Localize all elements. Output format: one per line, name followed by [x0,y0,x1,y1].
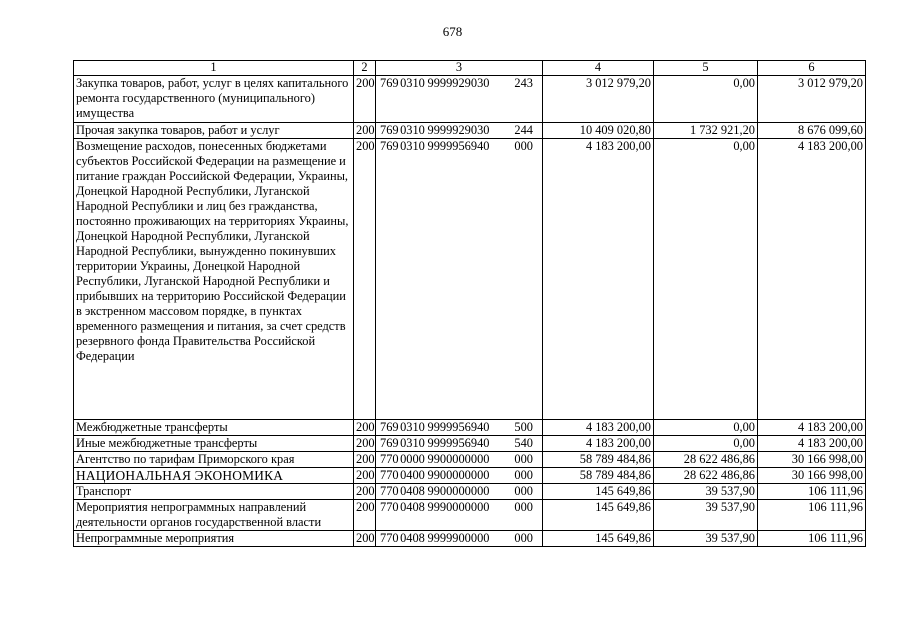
code-ministry: 769 [380,420,399,434]
code-section: 0310 [400,420,425,434]
code-type: 540 [514,436,533,450]
row-col-2: 200 [354,123,376,139]
row-value-6: 8 676 099,60 [758,123,866,139]
table-row [74,139,866,420]
table-row [74,484,866,500]
row-value-4: 58 789 484,86 [543,452,654,468]
row-value-6: 4 183 200,00 [758,139,866,420]
header-row [74,61,866,76]
header-col-4: 4 [543,61,654,76]
code-type: 243 [514,76,533,90]
row-value-5: 0,00 [654,76,758,123]
row-col-2: 200 [354,468,376,484]
code-target: 9999956940 [427,139,490,153]
row-col-2: 200 [354,531,376,547]
table-row [74,531,866,547]
row-name: Прочая закупка товаров, работ и услуг [74,123,354,139]
row-value-4: 10 409 020,80 [543,123,654,139]
row-value-4: 58 789 484,86 [543,468,654,484]
row-codes [376,420,543,436]
row-value-5: 1 732 921,20 [654,123,758,139]
row-value-6: 4 183 200,00 [758,420,866,436]
row-col-2: 200 [354,139,376,420]
code-section: 0310 [400,139,425,153]
code-type: 244 [514,123,533,137]
code-target: 9999929030 [427,76,490,90]
code-section: 0310 [400,436,425,450]
code-ministry: 769 [380,436,399,450]
code-target: 9900000000 [427,468,490,482]
header-col-5: 5 [654,61,758,76]
table-row [74,123,866,139]
page-number: 678 [442,24,463,39]
row-col-2: 200 [354,484,376,500]
header-col-2: 2 [354,61,376,76]
row-col-2: 200 [354,420,376,436]
code-section: 0000 [400,452,425,466]
row-name: Непрограммные мероприятия [74,531,354,547]
row-value-6: 30 166 998,00 [758,468,866,484]
row-value-5: 0,00 [654,420,758,436]
row-name: Транспорт [74,484,354,500]
code-type: 500 [514,420,533,434]
code-target: 9990000000 [427,500,490,514]
code-ministry: 770 [380,500,399,514]
row-value-5: 28 622 486,86 [654,452,758,468]
code-ministry: 769 [380,139,399,153]
row-value-4: 145 649,86 [543,500,654,531]
row-name: Иные межбюджетные трансферты [74,436,354,452]
row-col-2: 200 [354,76,376,123]
header-col-6: 6 [758,61,866,76]
row-codes [376,531,543,547]
row-value-5: 39 537,90 [654,484,758,500]
row-col-2: 200 [354,436,376,452]
row-value-6: 106 111,96 [758,484,866,500]
row-codes [376,452,543,468]
code-section: 0408 [400,500,425,514]
code-ministry: 769 [380,123,399,137]
row-name: Межбюджетные трансферты [74,420,354,436]
row-value-6: 106 111,96 [758,500,866,531]
row-name: Возмещение расходов, понесенных бюджетами субъектов Российской Федерации на размещение и питание граждан Российской Федерации, Украины, Донецкой Народной Республики, Луганской Народной Республики и лиц без гражданства, постоянно проживающих на территориях Украины, Донецкой Народной Республики, Луганской Народной Республики, вынужденно покинувших территории Украины, Донецкой Народной Республики, Луганской Народной Республики и прибывших на территорию Российской Федерации в экстренном массовом порядке, в пунктах временного размещения и питания, за счет средств резервного фонда Правительства Российской Федерации [74,139,354,420]
code-section: 0408 [400,531,425,545]
row-codes [376,76,543,123]
code-section: 0310 [400,123,425,137]
row-col-2: 200 [354,500,376,531]
row-value-4: 4 183 200,00 [543,436,654,452]
table-row [74,76,866,123]
row-value-6: 4 183 200,00 [758,436,866,452]
row-codes [376,468,543,484]
row-value-5: 39 537,90 [654,500,758,531]
code-section: 0400 [400,468,425,482]
table-row [74,452,866,468]
row-codes [376,484,543,500]
row-value-6: 106 111,96 [758,531,866,547]
row-name: Закупка товаров, работ, услуг в целях капитального ремонта государственного (муниципального) имущества [74,76,354,123]
table-row [74,420,866,436]
code-target: 9999956940 [427,436,490,450]
header-col-1: 1 [74,61,354,76]
row-value-4: 3 012 979,20 [543,76,654,123]
code-ministry: 770 [380,452,399,466]
row-col-2: 200 [354,452,376,468]
code-section: 0408 [400,484,425,498]
row-codes [376,123,543,139]
row-codes [376,436,543,452]
row-value-5: 28 622 486,86 [654,468,758,484]
code-ministry: 770 [380,468,399,482]
row-value-5: 39 537,90 [654,531,758,547]
table-row [74,468,866,484]
code-target: 9999956940 [427,420,490,434]
code-ministry: 769 [380,76,399,90]
row-value-6: 30 166 998,00 [758,452,866,468]
code-target: 9900000000 [427,452,490,466]
code-ministry: 770 [380,484,399,498]
row-value-5: 0,00 [654,436,758,452]
row-value-4: 145 649,86 [543,484,654,500]
row-codes [376,139,543,420]
code-target: 9999929030 [427,123,490,137]
row-codes [376,500,543,531]
table-row [74,436,866,452]
table-row [74,500,866,531]
code-type: 000 [514,531,533,545]
row-value-4: 4 183 200,00 [543,139,654,420]
code-type: 000 [514,484,533,498]
code-ministry: 770 [380,531,399,545]
code-type: 000 [514,139,533,153]
row-name: Мероприятия непрограммных направлений деятельности органов государственной власти [74,500,354,531]
code-target: 9999900000 [427,531,490,545]
row-name: Агентство по тарифам Приморского края [74,452,354,468]
row-value-6: 3 012 979,20 [758,76,866,123]
header-col-3: 3 [376,61,543,76]
code-type: 000 [514,500,533,514]
code-target: 9900000000 [427,484,490,498]
code-type: 000 [514,468,533,482]
row-value-4: 145 649,86 [543,531,654,547]
row-value-4: 4 183 200,00 [543,420,654,436]
code-type: 000 [514,452,533,466]
row-name: НАЦИОНАЛЬНАЯ ЭКОНОМИКА [74,468,354,484]
budget-table [73,60,866,547]
row-value-5: 0,00 [654,139,758,420]
code-section: 0310 [400,76,425,90]
